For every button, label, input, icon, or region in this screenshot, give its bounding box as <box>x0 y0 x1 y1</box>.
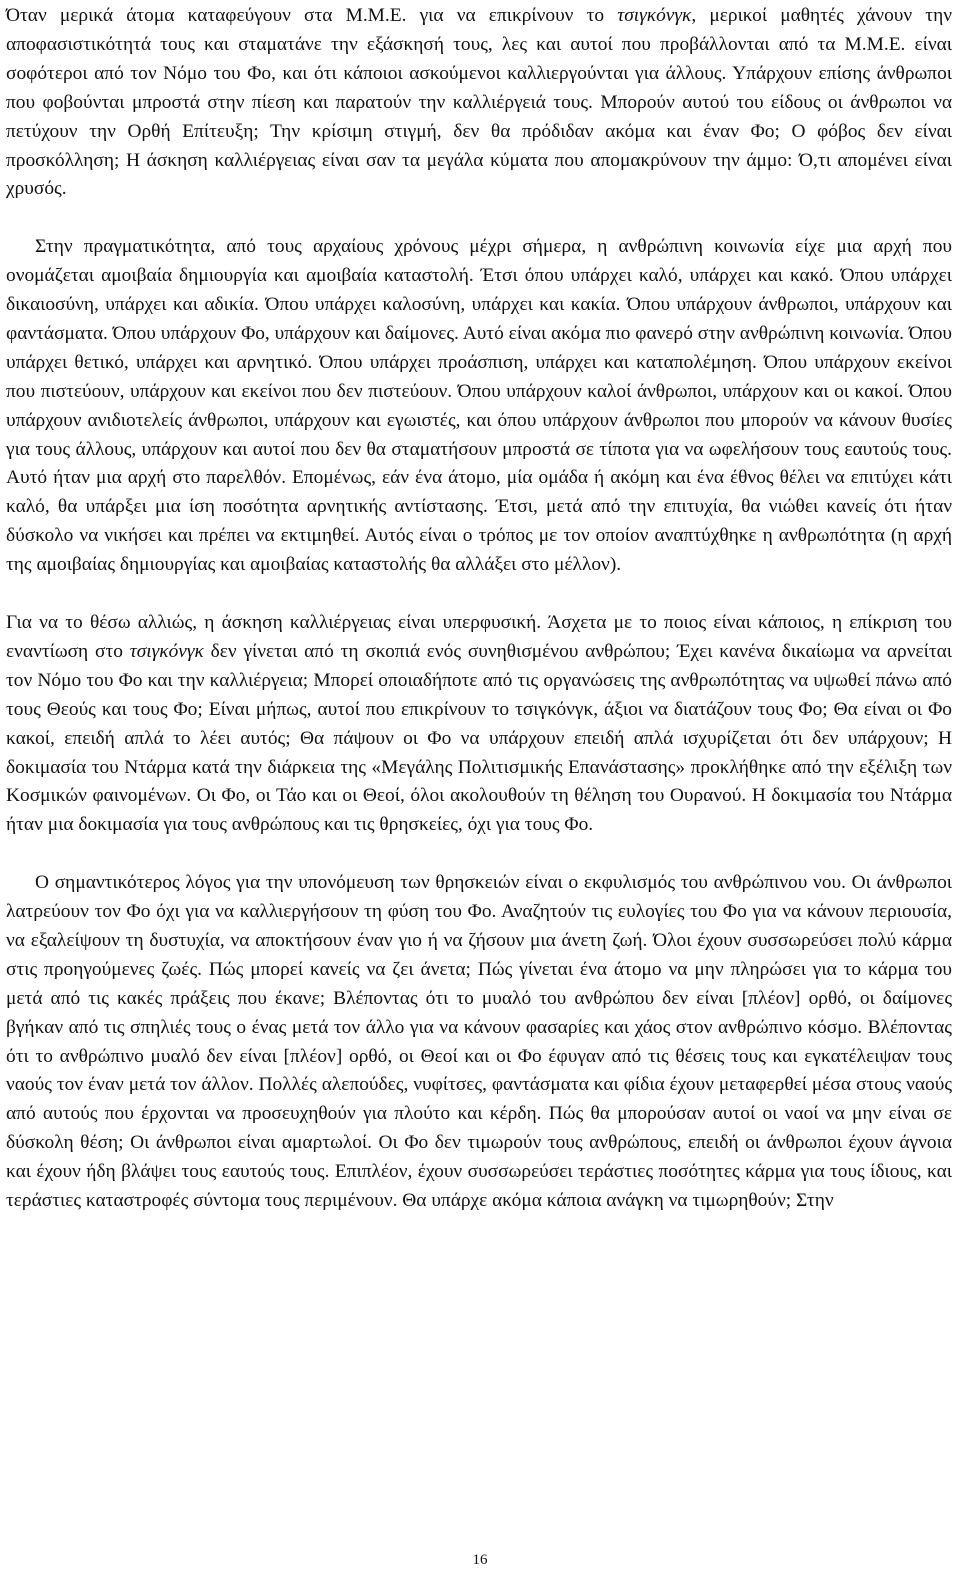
page-number: 16 <box>472 1552 488 1568</box>
paragraph-1 <box>6 2 952 204</box>
paragraph-3 <box>6 609 952 840</box>
paragraph-2-text: Στην πραγματικότητα, από τους αρχαίους χρόνους μέχρι σήμερα, η ανθρώπινη κοινωνία είχε μια αρχή που ονομάζεται αμοιβαία δημιουργία και αμοιβαία καταστολή. Έτσι όπου υπάρχει καλό, υπάρχει και κακό. Όπου υπάρχει δικαιοσύνη, υπάρχει και αδικία. Όπου υπάρχει καλοσύνη, υπάρχει και κακία. Όπου υπάρχουν άνθρωποι, υπάρχουν και φαντάσματα. Όπου υπάρχουν Φο, υπάρχουν και δαίμονες. Αυτό είναι ακόμα πιο φανερό στην ανθρώπινη κοινωνία. Όπου υπάρχει θετικό, υπάρχει και αρνητικό. Όπου υπάρχει προάσπιση, υπάρχει και καταπολέμηση. Όπου υπάρχουν εκείνοι που πιστεύουν, υπάρχουν και εκείνοι που δεν πιστεύουν. Όπου υπάρχουν καλοί άνθρωποι, υπάρχουν και οι κακοί. Όπου υπάρχουν ανιδιοτελείς άνθρωποι, υπάρχουν και εγωιστές, και όπου υπάρχουν άνθρωποι που μπορούν να κάνουν θυσίες για τους άλλους, υπάρχουν και αυτοί που δεν θα σταματήσουν μπροστά σε τίποτα για να ωφελήσουν τους εαυτούς τους. Αυτό ήταν μια αρχή στο παρελθόν. Επομένως, εάν ένα άτομο, μία ομάδα ή ακόμη και ένα έθνος θέλει να επιτύχει κάτι καλό, θα υπάρξει μια ίση ποσότητα αρνητικής αντίστασης. Έτσι, μετά από την επιτυχία, θα νιώθει κανείς ότι ήταν δύσκολο να νικήσει και πρέπει να εκτιμηθεί. Αυτός είναι ο τρόπος με τον οποίον αναπτύχθηκε η ανθρωπότητα (η αρχή της αμοιβαίας δημιουργίας και αμοιβαίας καταστολής θα αλλάξει στο μέλλον). <box>6 236 952 576</box>
paragraph-2 <box>6 233 952 580</box>
paragraph-1-part-3: , μερικοί μαθητές χάνουν την αποφασιστικότητά τους και σταματάνε την εξάσκησή τους, λες και αυτοί που προβάλλονται από τα Μ.Μ.Ε. είναι σοφότεροι από τον Νόμο του Φο, και ότι κάποιοι ασκούμενοι καλλιεργούνται για άλλους. Υπάρχουν επίσης άνθρωποι που φοβούνται μπροστά στην πίεση και παρατούν την καλλιέργειά τους. Μπορούν αυτού του είδους οι άνθρωποι να πετύχουν την Ορθή Επίτευξη; Την κρίσιμη στιγμή, δεν θα πρόδιδαν ακόμα και έναν Φο; Ο φόβος δεν είναι προσκόλληση; Η άσκηση καλλιέργειας είναι σαν τα μεγάλα κύματα που απομακρύνουν την άμμο: Ό,τι απομένει είναι χρυσός. <box>6 5 952 200</box>
paragraph-3-part-1: Για να το θέσω αλλιώς, η άσκηση καλλιέργειας είναι υπερφυσική. Άσχετα με το ποιος είναι κάποιος, η επίκριση του εναντίωση στο <box>6 612 952 662</box>
paragraph-4 <box>6 869 952 1216</box>
paragraph-1-part-1: Όταν μερικά άτομα καταφεύγουν στα Μ.Μ.Ε. για να επικρίνουν το <box>6 5 618 26</box>
paragraph-4-text: Ο σημαντικότερος λόγος για την υπονόμευση των θρησκειών είναι ο εκφυλισμός του ανθρώπινου νου. Οι άνθρωποι λατρεύουν τον Φο όχι για να καλλιεργήσουν τη φύση του Φο. Αναζητούν τις ευλογίες του Φο για να κάνουν περιουσία, να εξαλείψουν τη δυστυχία, να αποκτήσουν έναν γιο ή να ζήσουν μια άνετη ζωή. Όλοι έχουν συσσωρεύσει πολύ κάρμα στις προηγούμενες ζωές. Πώς μπορεί κανείς να ζει άνετα; Πώς γίνεται ένα άτομο να μην πληρώσει για το κάρμα του μετά από τις κακές πράξεις που έκανε; Βλέποντας ότι το μυαλό του ανθρώπου δεν είναι [πλέον] ορθό, οι δαίμονες βγήκαν από τις σπηλιές τους ο ένας μετά τον άλλο για να κάνουν φασαρίες και χάος στον ανθρώπινο κόσμο. Βλέποντας ότι το ανθρώπινο μυαλό δεν είναι [πλέον] ορθό, οι Θεοί και οι Φο έφυγαν από τις θέσεις τους και εγκατέλειψαν τους ναούς τον έναν μετά τον άλλον. Πολλές αλεπούδες, νυφίτσες, φαντάσματα και φίδια έχουν μεταφερθεί μέσα στους ναούς από αυτούς που έρχονται να προσευχηθούν για πλούτο και κέρδη. Πώς θα μπορούσαν αυτοί οι ναοί να μην είναι σε δύσκολη θέση; Οι άνθρωποι είναι αμαρτωλοί. Οι Φο δεν τιμωρούν τους ανθρώπους, επειδή οι άνθρωποι έχουν άγνοια και έχουν ήδη βλάψει τους εαυτούς τους. Επιπλέον, έχουν συσσωρεύσει τεράστιες ποσότητες κάρμα για τους ίδιους, και τεράστιες καταστροφές σύντομα τους περιμένουν. Θα υπάρχε ακόμα κάποια ανάγκη να τιμωρηθούν; Στην <box>6 872 952 1212</box>
paragraph-3-italic-term: τσιγκόνγκ <box>129 640 204 662</box>
paragraph-3-part-3: δεν γίνεται από τη σκοπιά ενός συνηθισμένου ανθρώπου; Έχει κανένα δικαίωμα να αρνείται τον Νόμο του Φο και την καλλιέργεια; Μπορεί οποιαδήποτε από τις οργανώσεις της ανθρωπότητας να υψωθεί πάνω από τους Θεούς και τους Φο; Είναι μήπως, αυτοί που επικρίνουν το τσιγκόνγκ, άξιοι να διατάζουν τους Φο; Θα είναι οι Φο κακοί, επειδή απλά το λέει αυτός; Θα πάψουν οι Φο να υπάρχουν επειδή απλά ισχυρίζεται ότι δεν υπάρχουν; Η δοκιμασία του Ντάρμα κατά την διάρκεια της «Μεγάλης Πολιτισμικής Επανάστασης» προκλήθηκε από την εξέλιξη των Κοσμικών φαινομένων. Οι Φο, οι Τάο και οι Θεοί, όλοι ακολουθούν τη θέληση του Ουρανού. Η δοκιμασία του Ντάρμα ήταν μια δοκιμασία για τους ανθρώπους και τις θρησκείες, όχι για τους Φο. <box>6 640 953 836</box>
paragraph-1-italic-term: τσιγκόνγκ <box>617 5 692 26</box>
